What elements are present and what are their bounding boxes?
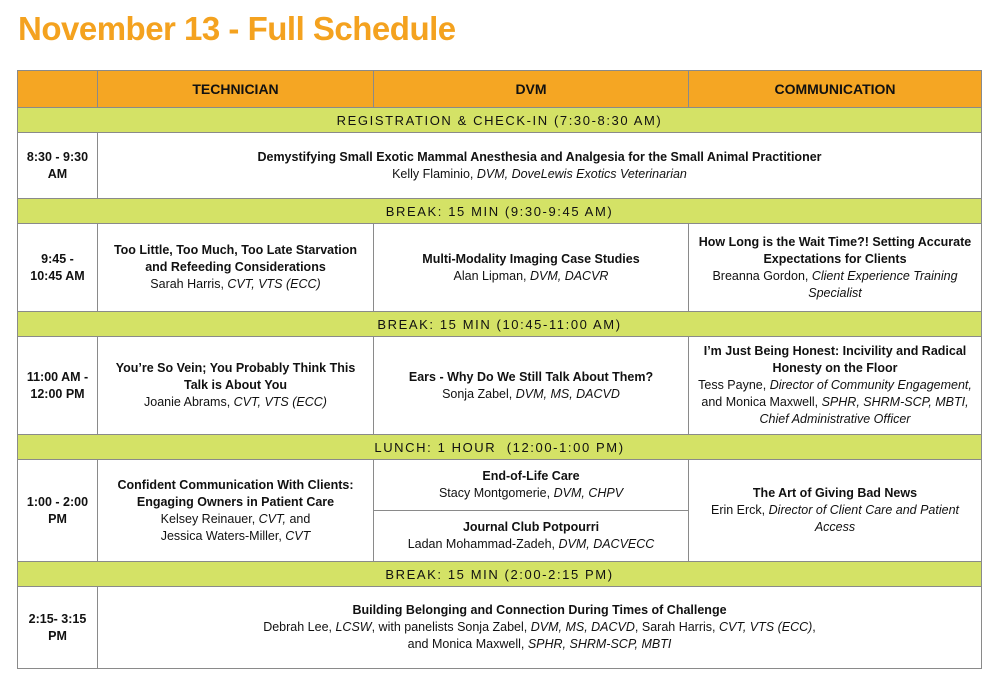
talk-title: Demystifying Small Exotic Mammal Anesthesia and Analgesia for the Small Animal Practitioner [257,149,822,164]
speaker: Alan Lipman, DVM, DACVR [453,268,609,283]
session-cell-technician [98,337,374,435]
speaker: and Monica Maxwell, SPHR, SHRM-SCP, MBTI [407,637,672,651]
schedule-table [17,70,982,669]
speaker: Erin Erck, Director of Client Care and Patient Access [710,503,960,534]
session-time: 8:30 - 9:30 AM [18,133,98,199]
session-row [18,460,982,511]
session-cell-technician [98,460,374,562]
session-cell-communication [689,224,982,312]
banner-break [18,562,982,587]
session-cell-dvm [374,511,689,562]
talk-title: How Long is the Wait Time?! Setting Accurate Expectations for Clients [698,234,972,266]
session-time: 11:00 AM - 12:00 PM [18,337,98,435]
speaker: Tess Payne, Director of Community Engagement, and Monica Maxwell, SPHR, SHRM-SCP, MBTI, Chief Administrative Officer [698,378,972,426]
session-row [18,337,982,435]
session-cell-dvm [374,460,689,511]
talk-title: You’re So Vein; You Probably Think This Talk is About You [115,361,356,392]
speaker: Sarah Harris, CVT, VTS (ECC) [150,277,321,291]
session-row [18,133,982,199]
speaker: Kelsey Reinauer, CVT, and [160,511,311,526]
talk-title: Building Belonging and Connection During Times of Challenge [352,603,727,617]
talk-title: Too Little, Too Much, Too Late Starvation and Refeeding Considerations [113,243,358,274]
speaker: Stacy Montgomerie, DVM, CHPV [438,486,624,500]
session-cell-dvm [374,224,689,312]
speaker: Breanna Gordon, Client Experience Training Specialist [712,268,958,300]
header-time [18,71,98,108]
talk-title: Confident Communication With Clients: Engaging Owners in Patient Care [117,477,354,509]
speaker: Kelly Flaminio, DVM, DoveLewis Exotics Veterinarian [392,166,687,181]
header-row [18,71,982,108]
header-communication: COMMUNICATION [689,71,982,108]
banner-lunch [18,435,982,460]
banner-text: BREAK: 15 MIN (2:00-2:15 PM) [18,562,982,587]
talk-title: Ears - Why Do We Still Talk About Them? [408,369,654,384]
speaker: Debrah Lee, LCSW, with panelists Sonja Zabel, DVM, MS, DACVD, Sarah Harris, CVT, VTS (ECC), [263,620,816,634]
header-dvm: DVM [374,71,689,108]
session-time: 2:15- 3:15 PM [18,587,98,669]
speaker: Sonja Zabel, DVM, MS, DACVD [442,386,620,401]
talk-title: The Art of Giving Bad News [752,486,918,500]
banner-text: REGISTRATION & CHECK-IN (7:30-8:30 AM) [18,108,982,133]
talk-title: End-of-Life Care [482,469,580,483]
banner-text: BREAK: 15 MIN (10:45-11:00 AM) [18,312,982,337]
session-cell [98,133,982,199]
speaker: Joanie Abrams, CVT, VTS (ECC) [144,395,327,409]
session-time: 9:45 - 10:45 AM [18,224,98,312]
speaker: Ladan Mohammad-Zadeh, DVM, DACVECC [407,537,655,551]
banner-registration [18,108,982,133]
banner-text: LUNCH: 1 HOUR (12:00-1:00 PM) [18,435,982,460]
session-cell-dvm [374,337,689,435]
session-time: 1:00 - 2:00 PM [18,460,98,562]
talk-title: Journal Club Potpourri [462,520,600,534]
talk-title: I’m Just Being Honest: Incivility and Radical Honesty on the Floor [703,344,967,375]
session-cell [98,587,982,669]
talk-title: Multi-Modality Imaging Case Studies [422,251,640,266]
banner-break [18,199,982,224]
banner-break [18,312,982,337]
session-cell-communication [689,460,982,562]
banner-text: BREAK: 15 MIN (9:30-9:45 AM) [18,199,982,224]
header-technician: TECHNICIAN [98,71,374,108]
session-cell-technician [98,224,374,312]
speaker: Jessica Waters-Miller, CVT [160,528,311,543]
session-row [18,587,982,669]
page-title: November 13 - Full Schedule [18,10,456,47]
session-cell-communication [689,337,982,435]
session-row [18,224,982,312]
